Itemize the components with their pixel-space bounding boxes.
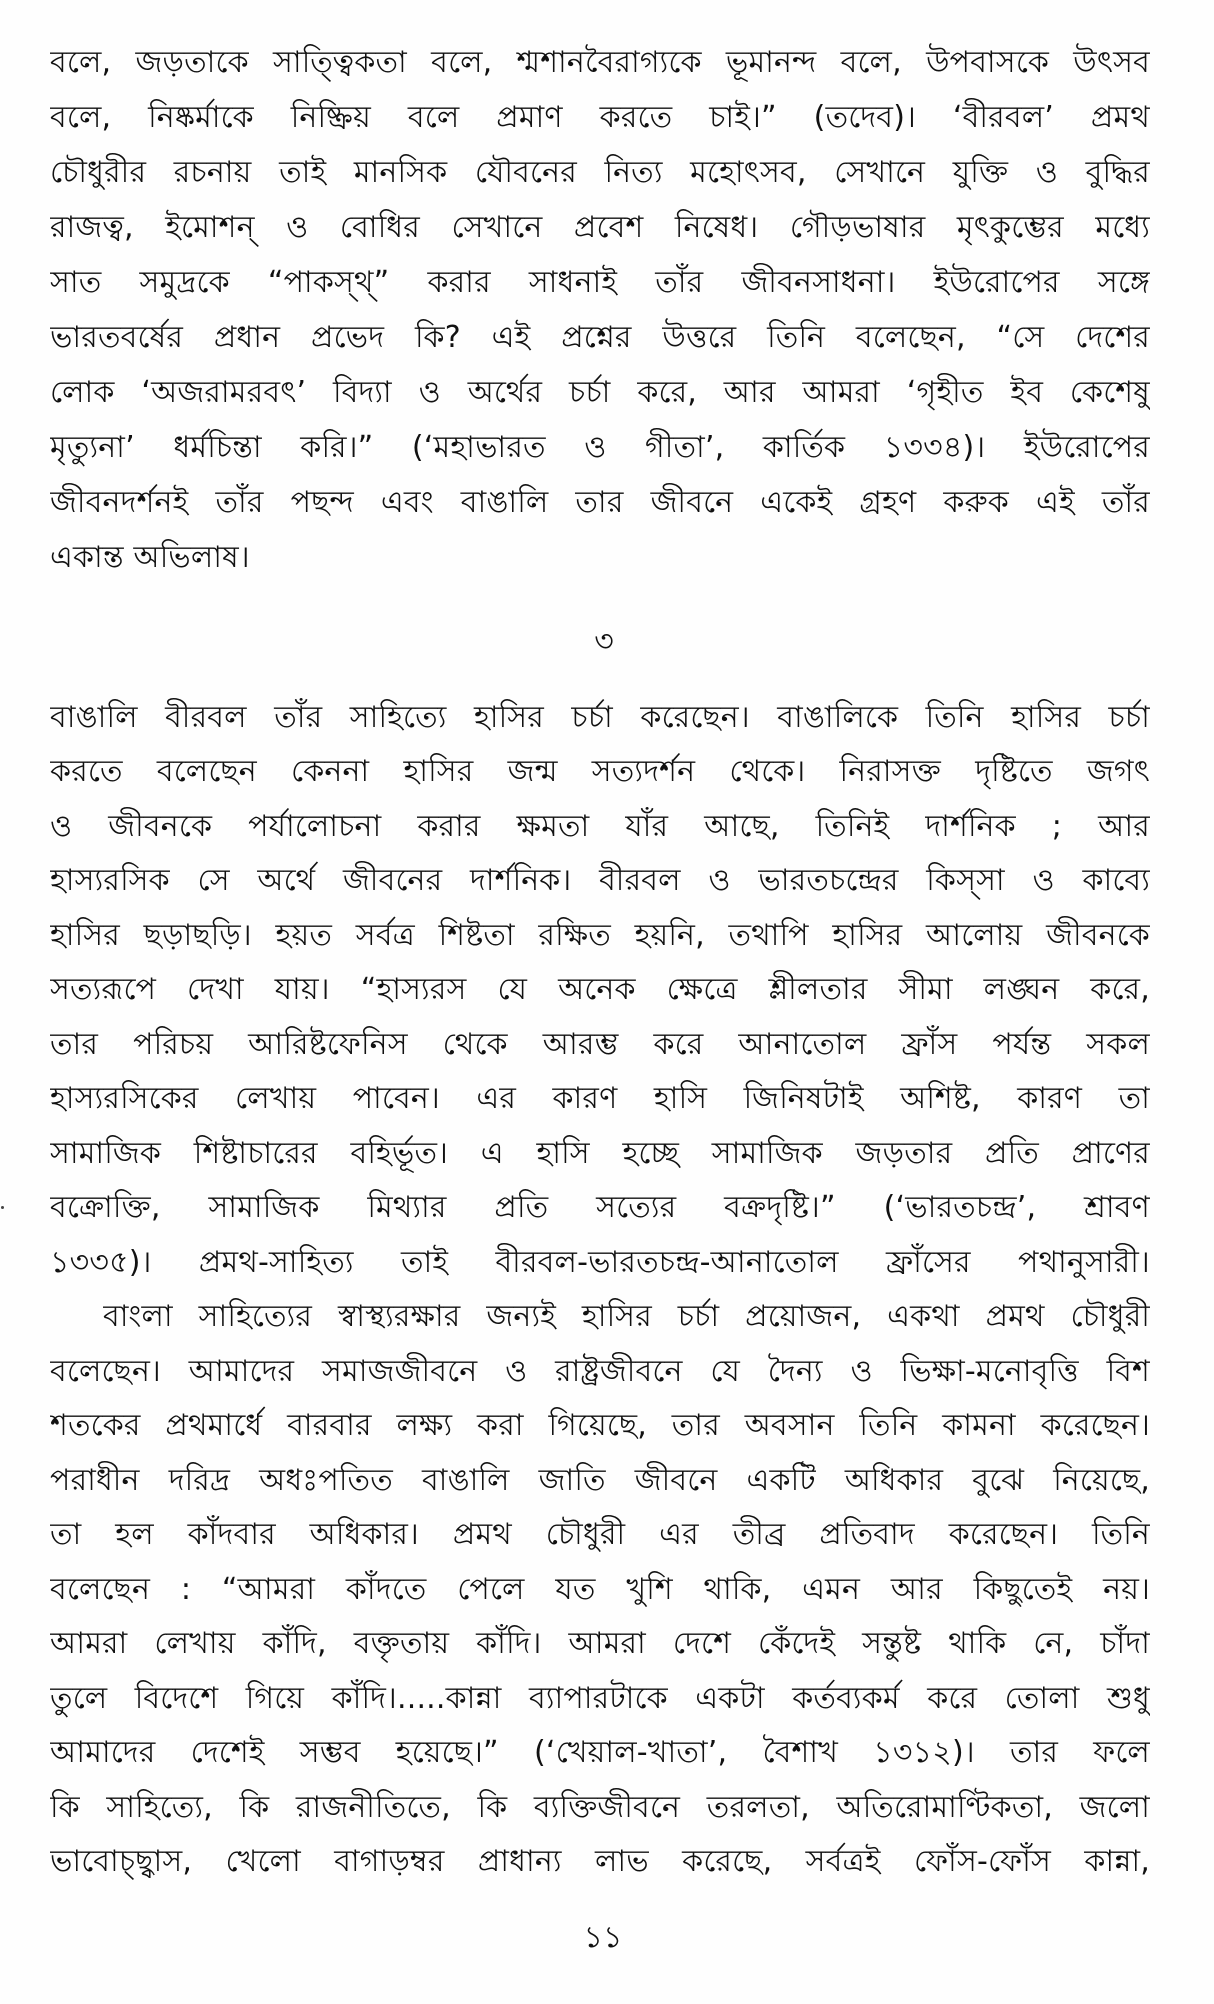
text-line: বাঙালি বীরবল তাঁর সাহিত্যে হাসির চর্চা করেছেন। বাঙালিকে তিনি হাসির চর্চা <box>50 700 1150 735</box>
text-line: হাসির ছড়াছড়ি। হয়ত সর্বত্র শিষ্টতা রক্ষিত হয়নি, তথাপি হাসির আলোয় জীবনকে <box>50 918 1150 953</box>
section-number-heading: ৩ <box>594 624 614 659</box>
text-line: ভারতবর্ষের প্রধান প্রভেদ কি? এই প্রশ্নের উত্তরে তিনি বলেছেন, “সে দেশের <box>50 320 1150 355</box>
text-line: আমরা লেখায় কাঁদি, বক্তৃতায় কাঁদি। আমরা দেশে কেঁদেই সন্তুষ্ট থাকি নে, চাঁদা <box>50 1626 1150 1661</box>
text-line: রাজত্ব, ইমোশন্ ও বোধির সেখানে প্রবেশ নিষেধ। গৌড়ভাষার মৃৎকুম্ভের মধ্যে <box>50 210 1150 245</box>
text-line: ও জীবনকে পর্যালোচনা করার ক্ষমতা যাঁর আছে, তিনিই দার্শনিক ; আর <box>50 809 1150 844</box>
text-line: মৃত্যুনা’ ধর্মচিন্তা করি।” (‘মহাভারত ও গীতা’, কার্তিক ১৩৩৪)। ইউরোপের <box>50 430 1150 465</box>
text-line: বলে, জড়তাকে সাত্ত্বিকতা বলে, শ্মশানবৈরাগ্যকে ভূমানন্দ বলে, উপবাসকে উৎসব <box>50 45 1150 80</box>
text-line: শতকের প্রথমার্ধে বারবার লক্ষ্য করা গিয়েছে, তার অবসান তিনি কামনা করেছেন। <box>50 1408 1150 1443</box>
text-line: লোক ‘অজরামরবৎ’ বিদ্যা ও অর্থের চর্চা করে, আর আমরা ‘গৃহীত ইব কেশেষু <box>50 375 1150 410</box>
text-line: বলেছেন। আমাদের সমাজজীবনে ও রাষ্ট্রজীবনে যে দৈন্য ও ভিক্ষা-মনোবৃত্তি বিশ <box>50 1354 1150 1389</box>
text-line: একান্ত অভিলাষ। <box>50 540 250 575</box>
text-line: সত্যরূপে দেখা যায়। “হাস্যরস যে অনেক ক্ষেত্রে শ্লীলতার সীমা লঙ্ঘন করে, <box>50 972 1150 1007</box>
text-line: আমাদের দেশেই সম্ভব হয়েছে।” (‘খেয়াল-খাতা’, বৈশাখ ১৩১২)। তার ফলে <box>50 1735 1150 1770</box>
text-line: বক্রোক্তি, সামাজিক মিথ্যার প্রতি সত্যের বক্রদৃষ্টি।” (‘ভারতচন্দ্র’, শ্রাবণ <box>50 1190 1150 1225</box>
text-line: জীবনদর্শনই তাঁর পছন্দ এবং বাঙালি তার জীবনে একেই গ্রহণ করুক এই তাঁর <box>50 485 1150 520</box>
text-line: কি সাহিত্যে, কি রাজনীতিতে, কি ব্যক্তিজীবনে তরলতা, অতিরোমাণ্টিকতা, জলো <box>50 1790 1150 1825</box>
text-line: তার পরিচয় আরিষ্টফেনিস থেকে আরম্ভ করে আনাতোল ফ্রাঁস পর্যন্ত সকল <box>50 1027 1150 1062</box>
text-line: তুলে বিদেশে গিয়ে কাঁদি।.....কান্না ব্যাপারটাকে একটা কর্তব্যকর্ম করে তোলা শুধু <box>50 1681 1150 1716</box>
text-line: তা হল কাঁদবার অধিকার। প্রমথ চৌধুরী এর তীব্র প্রতিবাদ করেছেন। তিনি <box>50 1517 1150 1552</box>
text-line: চৌধুরীর রচনায় তাই মানসিক যৌবনের নিত্য মহোৎসব, সেখানে যুক্তি ও বুদ্ধির <box>50 155 1150 190</box>
page-number: ১১ <box>583 1920 623 1955</box>
text-line: সামাজিক শিষ্টাচারের বহির্ভূত। এ হাসি হচ্ছে সামাজিক জড়তার প্রতি প্রাণের <box>50 1136 1150 1171</box>
text-line: ভাবোচ্ছ্বাস, খেলো বাগাড়ম্বর প্রাধান্য লাভ করেছে, সর্বত্রই ফোঁস-ফোঁস কান্না, <box>50 1844 1150 1879</box>
text-line: সাত সমুদ্রকে “পাকস্থ্” করার সাধনাই তাঁর জীবনসাধনা। ইউরোপের সঙ্গে <box>50 265 1150 300</box>
scan-speck <box>1 1206 4 1209</box>
text-line: হাস্যরসিকের লেখায় পাবেন। এর কারণ হাসি জিনিষটাই অশিষ্ট, কারণ তা <box>50 1081 1150 1116</box>
text-line: বলেছেন : “আমরা কাঁদতে পেলে যত খুশি থাকি, এমন আর কিছুতেই নয়। <box>50 1572 1150 1607</box>
text-line: পরাধীন দরিদ্র অধঃপতিত বাঙালি জাতি জীবনে একটি অধিকার বুঝে নিয়েছে, <box>50 1463 1150 1498</box>
text-line: করতে বলেছেন কেননা হাসির জন্ম সত্যদর্শন থেকে। নিরাসক্ত দৃষ্টিতে জগৎ <box>50 754 1150 789</box>
text-line: হাস্যরসিক সে অর্থে জীবনের দার্শনিক। বীরবল ও ভারতচন্দ্রের কিস্‌সা ও কাব্যে <box>50 863 1150 898</box>
text-line: বলে, নিষ্কর্মাকে নিষ্ক্রিয় বলে প্রমাণ করতে চাই।” (তদেব)। ‘বীরবল’ প্রমথ <box>50 100 1150 135</box>
text-line: ১৩৩৫)। প্রমথ-সাহিত্য তাই বীরবল-ভারতচন্দ্র-আনাতোল ফ্রাঁসের পথানুসারী। <box>50 1245 1150 1280</box>
paragraph-first-line: বাংলা সাহিত্যের স্বাস্থ্যরক্ষার জন্যই হাসির চর্চা প্রয়োজন, একথা প্রমথ চৌধুরী <box>103 1299 1150 1334</box>
